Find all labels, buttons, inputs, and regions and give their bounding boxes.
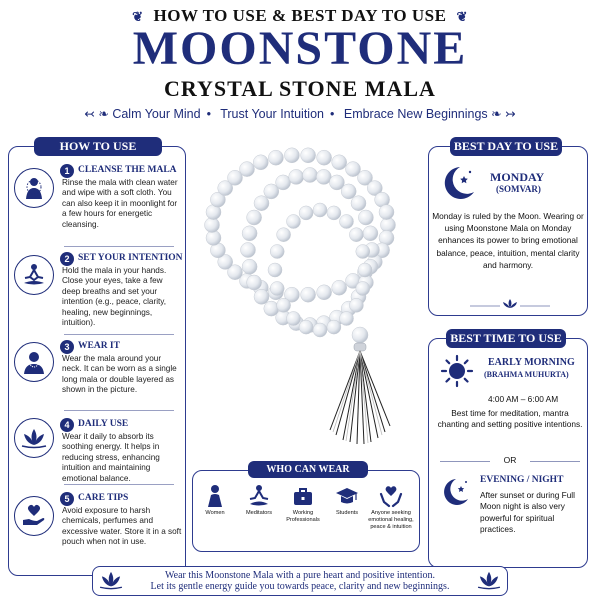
audience-label: Meditators xyxy=(245,510,273,516)
mala-bead xyxy=(276,175,291,190)
step-title: WEAR IT xyxy=(78,341,120,351)
step-number: 4 xyxy=(60,418,74,432)
audience-label: Women xyxy=(205,510,225,516)
sub-title: CRYSTAL STONE MALA xyxy=(164,76,436,101)
step-body: Rinse the mala with clean water and wipe with a soft cloth. You can also keep it in moonlight for a few hours for energetic cleansing. xyxy=(62,178,178,229)
audience-item xyxy=(193,484,237,517)
early-morning-title: EARLY MORNING xyxy=(488,357,575,368)
best-day-heading: BEST DAY TO USE xyxy=(450,137,562,156)
mala-bead xyxy=(327,206,341,220)
mala-bead xyxy=(313,203,327,217)
step-title: SET YOUR INTENTION xyxy=(78,253,183,263)
mala-bead xyxy=(240,162,255,177)
mala-bead xyxy=(303,168,318,183)
mala-bead xyxy=(317,285,332,300)
tagline-item: Calm Your Mind xyxy=(112,107,201,121)
step-body: Wear the mala around your neck. It can be worn as a single long mala or double layered as shown in the picture. xyxy=(62,354,177,395)
mala-bead xyxy=(277,228,291,242)
tagline-right-flourish-icon: ❧ ↣ xyxy=(491,107,516,121)
mala-bead xyxy=(299,320,313,334)
ornament-right-icon: ❦ xyxy=(456,9,468,24)
mala-bead xyxy=(379,205,394,220)
footer-message xyxy=(120,570,480,592)
mala-bead xyxy=(340,312,354,326)
or-divider xyxy=(440,455,580,467)
evening-title: EVENING / NIGHT xyxy=(480,475,564,485)
footer-lotus-right-icon xyxy=(476,570,502,590)
audience-label: Students xyxy=(335,510,359,516)
audience-label: Anyone seeking emotional healing, peace & intuition xyxy=(368,510,414,530)
step-title: CLEANSE THE MALA xyxy=(78,165,177,175)
mala-bead xyxy=(316,169,331,184)
step-number: 3 xyxy=(60,340,74,354)
mala-bead xyxy=(340,215,354,229)
early-morning-time: 4:00 AM – 6:00 AM xyxy=(488,394,559,404)
day-description: Monday is ruled by the Moon. Wearing or using Moonstone Mala on Monday enhances its power to bring emotional balance, peace, intuition, mental clarity and harmony. xyxy=(432,211,584,270)
mala-bead xyxy=(247,210,262,225)
hands-heart-icon xyxy=(365,484,417,508)
mala-bead xyxy=(301,148,316,163)
mala-bead xyxy=(317,150,332,165)
who-can-wear-heading: WHO CAN WEAR xyxy=(248,461,368,478)
footer-line-2: Let its gentle energy guide you towards peace, clarity and new beginnings. xyxy=(150,581,450,592)
woman-icon xyxy=(193,484,237,508)
mala-bead xyxy=(332,280,347,295)
or-label: OR xyxy=(503,455,517,465)
kicker-text: HOW TO USE & BEST DAY TO USE xyxy=(153,6,447,25)
mala-bead xyxy=(351,196,366,211)
mala-bead xyxy=(254,196,269,211)
mala-bead xyxy=(356,245,370,259)
mala-bead xyxy=(289,169,304,184)
divider xyxy=(64,484,174,485)
mala-bead xyxy=(242,226,257,241)
main-title: MOONSTONE xyxy=(132,22,468,75)
divider xyxy=(64,410,174,411)
mala-bead xyxy=(313,323,327,337)
mala-bead xyxy=(332,155,347,170)
audience-item xyxy=(365,484,417,531)
mala-bead xyxy=(356,282,370,296)
step-number: 5 xyxy=(60,492,74,506)
divider xyxy=(64,246,174,247)
divider xyxy=(64,334,174,335)
audience-label: Working Professionals xyxy=(286,510,320,523)
mala-bead xyxy=(270,245,284,259)
graduation-cap-icon xyxy=(325,484,369,508)
sun-icon xyxy=(440,354,474,388)
tagline-left-flourish-icon: ↢ ❧ xyxy=(84,107,113,121)
audience-item xyxy=(325,484,369,517)
person-wearing-mala-icon xyxy=(14,342,54,382)
mala-bead xyxy=(270,282,284,296)
mala-bead xyxy=(287,215,301,229)
mala-bead xyxy=(206,230,221,245)
mala-bead xyxy=(287,312,301,326)
tagline-item: Trust Your Intuition xyxy=(220,107,324,121)
meditator-icon xyxy=(237,484,281,508)
moonstone-mala-image xyxy=(180,130,430,470)
mala-bead xyxy=(264,301,279,316)
mala-bead xyxy=(247,275,262,290)
mala-bead xyxy=(327,320,341,334)
mala-bead xyxy=(358,210,373,225)
mala-bead xyxy=(381,218,396,233)
hand-heart-icon xyxy=(14,496,54,536)
lotus-icon xyxy=(14,418,54,458)
mala-bead xyxy=(358,263,372,277)
mala-bead xyxy=(341,184,356,199)
mala-bead xyxy=(301,287,316,302)
mala-bead xyxy=(349,298,363,312)
mala-bead xyxy=(349,228,363,242)
lotus-ornament-icon xyxy=(470,298,550,310)
mala-bead xyxy=(299,206,313,220)
day-subtitle: (SOMVAR) xyxy=(496,184,541,194)
crescent-moon-stars-icon xyxy=(440,164,480,202)
briefcase-icon xyxy=(281,484,325,508)
mala-bead xyxy=(253,155,268,170)
step-title: CARE TIPS xyxy=(78,493,129,503)
step-title: DAILY USE xyxy=(78,419,129,429)
mala-bead xyxy=(363,226,378,241)
audience-item xyxy=(281,484,325,524)
step-number: 1 xyxy=(60,164,74,178)
ornament-left-icon: ❦ xyxy=(132,9,144,24)
best-time-heading: BEST TIME TO USE xyxy=(446,329,566,348)
footer-line-1: Wear this Moonstone Mala with a pure heart and positive intention. xyxy=(165,570,435,581)
audience-item xyxy=(237,484,281,517)
moon-stars-icon xyxy=(440,476,472,508)
mala-bead xyxy=(284,148,299,163)
mala-bead xyxy=(277,298,291,312)
day-title: MONDAY xyxy=(490,170,545,184)
mala-bead xyxy=(241,243,256,258)
tagline-item: Embrace New Beginnings xyxy=(343,107,488,121)
evening-description: After sunset or during Full Moon night is also very powerful for spiritual practices. xyxy=(480,490,575,534)
mala-bead xyxy=(205,218,220,233)
step-body: Avoid exposure to harsh chemicals, perfumes and excessive water. Store it in a soft pouch when not in use. xyxy=(62,506,182,547)
step-body: Wear it daily to absorb its soothing energy. It helps in reducing stress, enhancing intuition and maintaining emotional balance. xyxy=(62,432,160,483)
step-number: 2 xyxy=(60,252,74,266)
how-to-use-heading: HOW TO USE xyxy=(34,137,162,156)
mala-bead xyxy=(254,289,269,304)
mala-bead xyxy=(242,259,257,274)
early-morning-subtitle: (BRAHMA MUHURTA) xyxy=(484,370,569,379)
tagline: ↢ ❧ Calm Your Mind • Trust Your Intuition • Embrace New Beginnings ❧ ↣ xyxy=(84,107,516,121)
cleanse-mala-icon xyxy=(14,168,54,208)
meditation-pose-icon xyxy=(14,255,54,295)
early-morning-description: Best time for meditation, mantra chanting and setting positive intentions. xyxy=(437,408,583,430)
mala-bead xyxy=(268,150,283,165)
step-body: Hold the mala in your hands. Close your eyes, take a few deep breaths and set your intention (e.g., peace, clarity, healing, new beginnings, intuition). xyxy=(62,266,167,328)
mala-bead xyxy=(268,263,282,277)
